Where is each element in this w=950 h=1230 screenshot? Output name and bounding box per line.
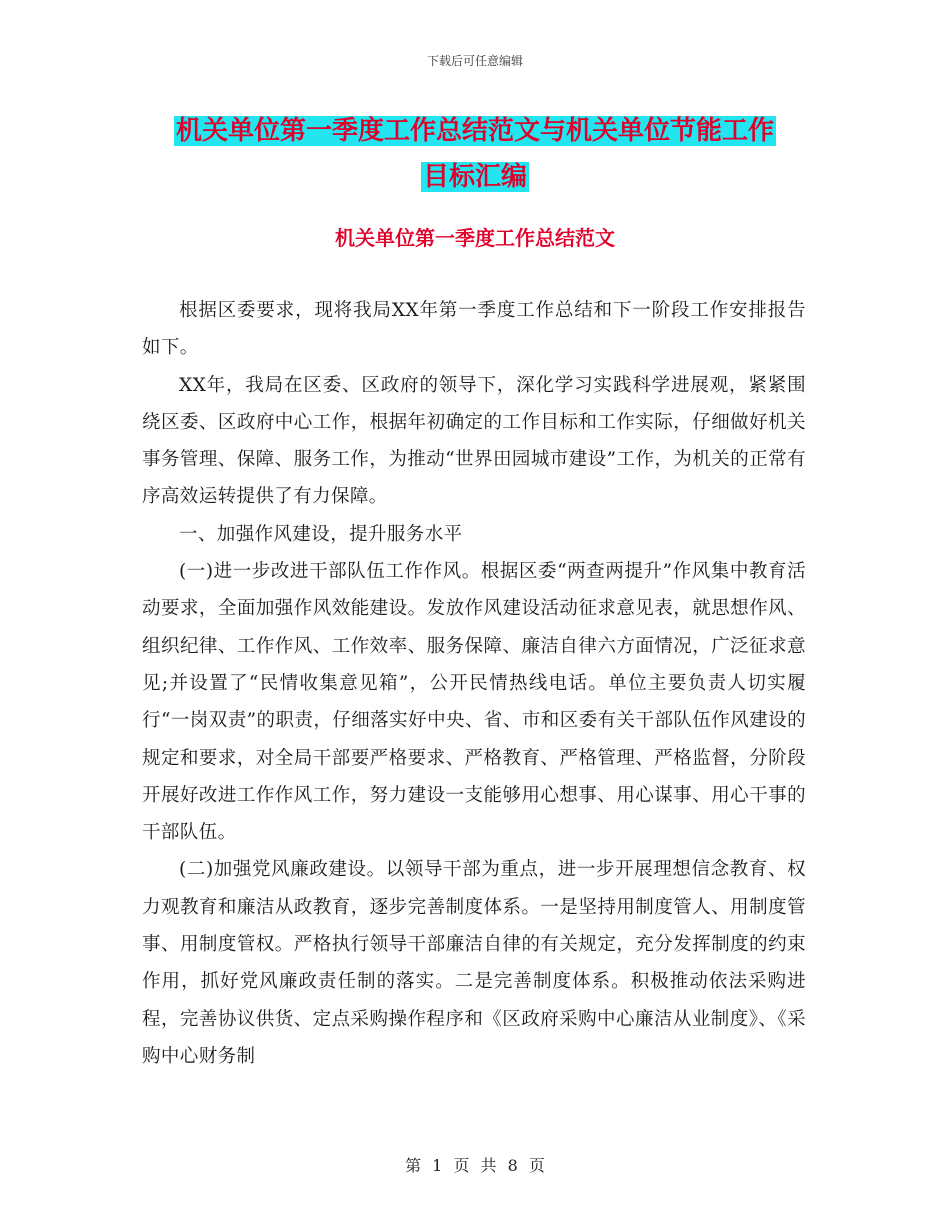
title-line-1: 机关单位第一季度工作总结范文与机关单位节能工作 — [175, 116, 774, 146]
paragraph: XX年，我局在区委、区政府的领导下，深化学习实践科学进展观，紧紧围绕区委、区政府中心工作，根据年初确定的工作目标和工作实际，仔细做好机关事务管理、保障、服务工作，为推动“世界田园城市建设”工作，为机关的正常有序高效运转提供了有力保障。 — [142, 374, 806, 508]
section-title: 机关单位第一季度工作总结范文 — [335, 226, 615, 250]
title-line-2: 目标汇编 — [422, 162, 527, 192]
page-number: 第 1 页 共 8 页 — [405, 1156, 545, 1175]
paragraph: 一、加强作风建设，提升服务水平 — [179, 523, 463, 545]
paragraph: (一)进一步改进干部队伍工作作风。根据区委“两查两提升”作风集中教育活动要求，全面加强作风效能建设。发放作风建设活动征求意见表，就思想作风、组织纪律、工作作风、工作效率、服务保障、廉洁自律六方面情况，广泛征求意见;并设置了“民情收集意见箱”，公开民情热线电话。单位主要负责人切实履行“一岗双责”的职责，仔细落实好中央、省、市和区委有关干部队伍作风建设的规定和要求，对全局干部要严格要求、严格教育、严格管理、严格监督，分阶段开展好改进工作作风工作，努力建设一支能够用心想事、用心谋事、用心干事的干部队伍。 — [142, 561, 806, 844]
paragraph: (二)加强党风廉政建设。以领导干部为重点，进一步开展理想信念教育、权力观教育和廉洁从政教育，逐步完善制度体系。一是坚持用制度管人、用制度管事、用制度管权。严格执行领导干部廉洁自律的有关规定，充分发挥制度的约束作用，抓好党风廉政责任制的落实。二是完善制度体系。积极推动依法采购进程，完善协议供货、定点采购操作程序和《区政府采购中心廉洁从业制度》、《采购中心财务制 — [142, 859, 806, 1067]
document-body — [142, 292, 806, 1075]
paragraph: 根据区委要求，现将我局XX年第一季度工作总结和下一阶段工作安排报告如下。 — [142, 300, 806, 359]
document-title — [140, 108, 810, 200]
header-note: 下载后可任意编辑 — [426, 54, 523, 68]
